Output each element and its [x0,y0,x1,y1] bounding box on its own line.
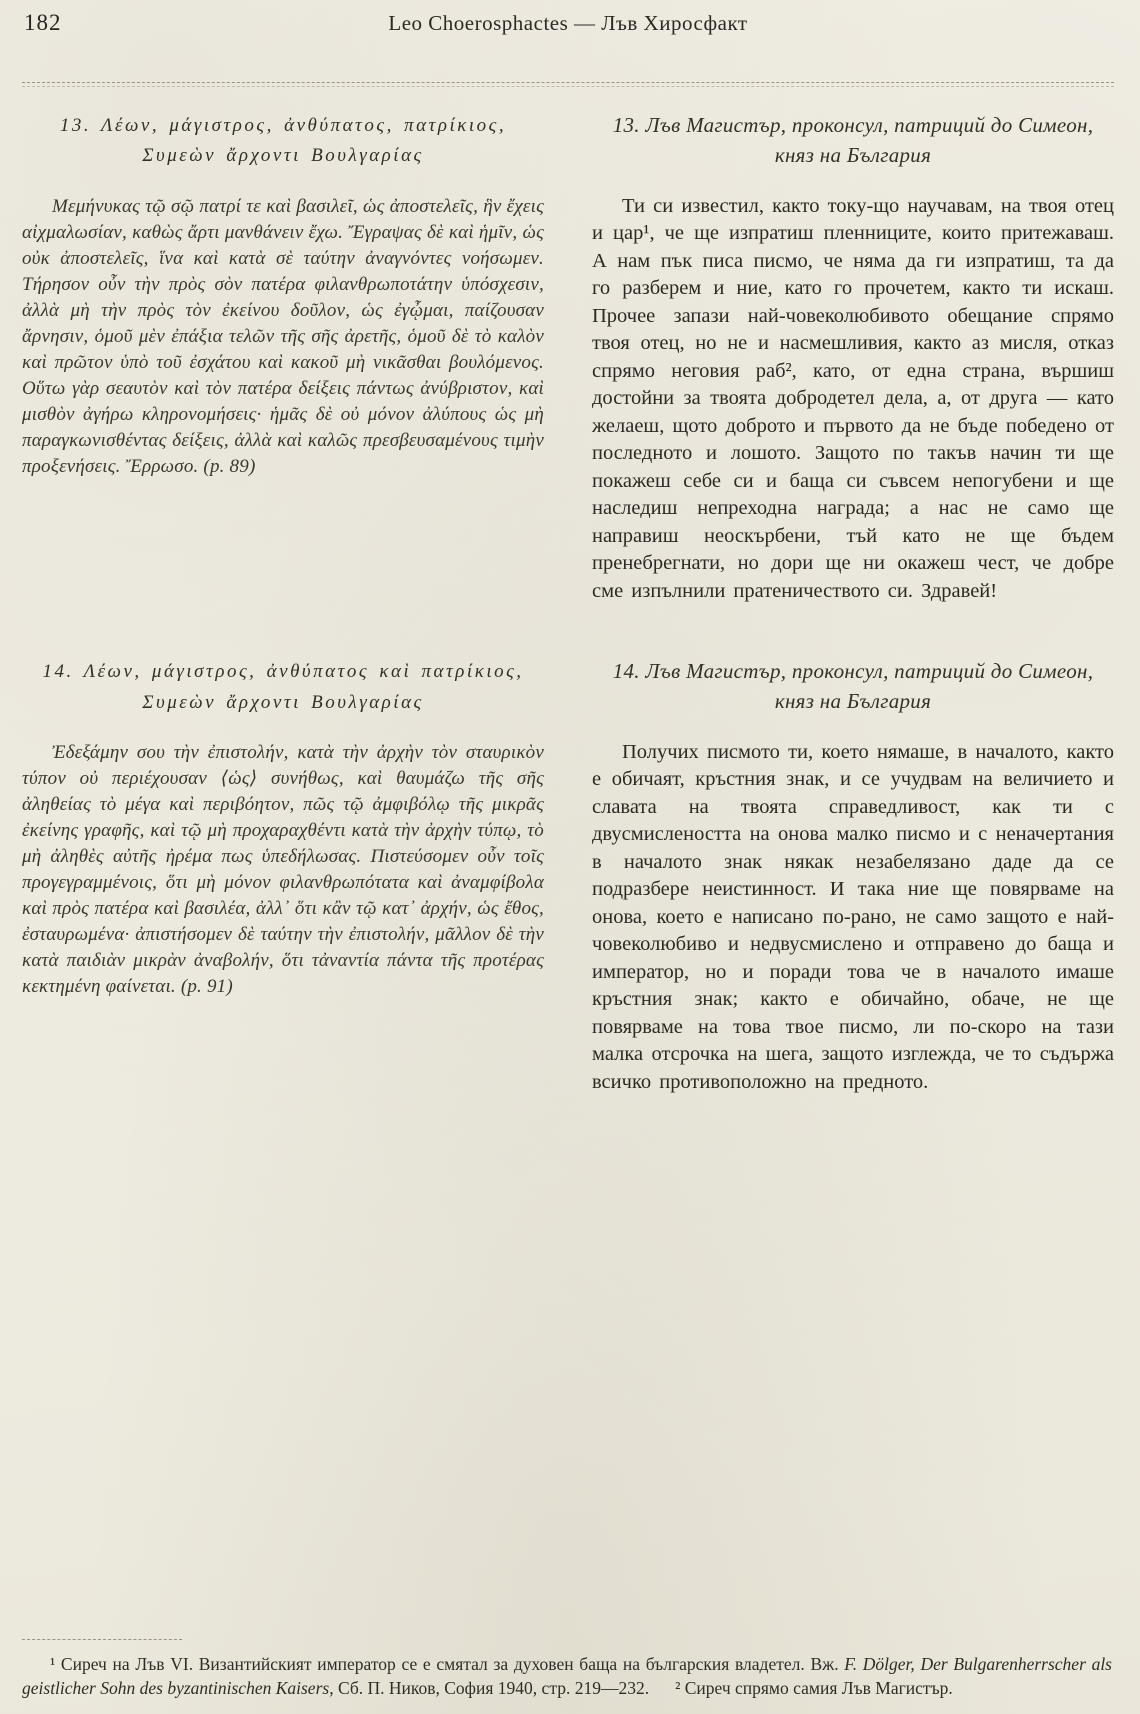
letter-13-greek-body: Μεμήνυκας τῷ σῷ πατρί τε καὶ βασιλεῖ, ὡς ἀποστελεῖς, ἣν ἔχεις αἰχμαλωσίαν, καθὼς ἄρτι μανθάνειν ἔχω. Ἔγραψας δὲ καὶ ἡμῖν, ὡς οὐκ ἀποστελεῖς, ἵνα καὶ κατὰ σὲ ταύτην ἀναγνόντες νοήσωμεν. Τήρησον οὖν τὴν πρὸς σὸν πατέρα φιλανθρωποτάτην ὑπόσχεσιν, ἀλλὰ μὴ τὴν πρὸς τὸν ἐκείνου δοῦλον, ὡς ἐγᾦμαι, παίζουσαν ἄρνησιν, ὁμοῦ μὲν ἐπάξια τελῶν τῆς σῆς ἀρετῆς, ὁμοῦ δὲ τὸ καλὸν καὶ πρῶτον ὑπὸ τοῦ ἐσχάτου καὶ κακοῦ μὴ νικᾶσθαι βουλόμενος. Οὕτω γὰρ σεαυτὸν καὶ τὸν πατέρα δείξεις πάντως ἀνύβριστον, καὶ μισθὸν ἀγήρω κληρονομήσεις· ἡμᾶς δὲ οὐ μόνον ἀλύπους ὡς μὴ παραγκωνισθέντας δείξεις, ἀλλὰ καὶ καλῶς πρεσβευσαμένους τιμὴν προξενήσεις. Ἔρρωσο. (p. 89) [22,195,544,477]
letter-14-greek-heading: 14. Λέων, μάγιστρος, ἀνθύπατος καὶ πατρίκιος, Συμεὼν ἄρχοντι Βουλγαρίας [42,661,524,713]
footnote-separator-rule [22,1639,182,1640]
header-rule [22,82,1114,83]
letter-14-bulgarian [592,657,1114,1096]
footnote-block [22,1652,1112,1700]
footnote-1-text: ¹ Сиреч на Лъв VI. Византийският император се е смятал за духовен баща на българския владетел. Вж. [50,1654,845,1674]
running-title: Leo Choerosphactes — Лъв Хиросфакт [388,11,748,35]
letter-14-bulgarian-heading: 14. Лъв Магистър, проконсул, патриций до Симеон, княз на България [612,659,1094,713]
page-number: 182 [24,10,62,35]
header-rule-secondary [22,86,1114,87]
letter-13-greek-heading: 13. Λέων, μάγιστρος, ἀνθύπατος, πατρίκιος, Συμεὼν ἄρχοντι Βουλγαρίας [59,115,507,167]
letter-14-greek [22,657,544,1096]
footnotes-section [22,1639,1112,1700]
page-header [22,8,1114,42]
letter-13-bulgarian-heading: 13. Лъв Магистър, проконсул, патриций до Симеон, княз на България [612,113,1094,167]
letter-13-bulgarian-body: Ти си известил, както току-що научавам, на твоя отец и цар¹, че ще изпратиш пленниците, които притежаваш. А нам пък писа писмо, че няма да ги изпратиш, та да го разберем и ние, като го прочетем, както ти искаш. Прочее запази най-човеколюбивото обещание спрямо твоя отец, но не и насмешливия, както аз мисля, отказ спрямо неговия раб², като, от една страна, вършиш достойни за твоята добродетел дела, а, от друга — като желаеш, щото доброто и първото да не бъде победено от последното и лошото. Защото по такъв начин ти ще покажеш себе си и баща си съвсем непогубени и ще наследиш непреходна награда; а нас не само ще направиш неоскърбени, тъй като не ще бъдем пренебрегнати, но дори ще ни окажеш чест, че добре сме изпълнили пратеничеството си. Здравей! [592,194,1114,602]
letters-grid [22,111,1114,1096]
letter-14-greek-body: Ἐδεξάμην σου τὴν ἐπιστολήν, κατὰ τὴν ἀρχὴν τὸν σταυρικὸν τύπον οὐ περιέχουσαν ⟨ὡς⟩ συνήθως, καὶ θαυμάζω τῆς σῆς ἀληθείας τὸ μέγα καὶ περιβόητον, πῶς τῷ ἀμφιβόλῳ τῆς μικρᾶς ἐκείνης γραφῆς, καὶ τῷ μὴ προχαραχθέντι κατὰ τὴν ἀρχὴν τύπῳ, τὸ μὴ ἀληθὲς αὐτῆς ἠρέμα πως ὑπεδήλωσας. Πιστεύσομεν οὖν τοῖς προγεγραμμένοις, ὅτι μὴ μόνον φιλανθρωπότατα καὶ ἀναμφίβολα καὶ πρὸς πατέρα καὶ βασιλέα, ἀλλ᾽ ὅτι κἂν τῷ κατ᾽ ἀρχήν, ὡς ἔθος, ἐσταυρωμένα· ἀπιστήσομεν δὲ ταύτην τὴν ἐπιστολήν, μᾶλλον δὲ τὴν κατὰ παιδιὰν μικρὰν ἀναβολήν, ὅτι τἀναντία πάντα τῆς προτέρας κεκτημένη φαίνεται. (p. 91) [22,741,544,997]
footnote-2-text: ² Сиреч спрямо самия Лъв Магистър. [675,1678,953,1698]
footnote-1-tail: Сб. П. Ников, София 1940, стр. 219—232. [333,1678,650,1698]
letter-14-bulgarian-body: Получих писмото ти, което нямаше, в началото, както е обичаят, кръстния знак, и се учудвам на величието и славата на твоята справедливост, как ти с двусмислеността на онова малко писмо и с неначертания в началото знак някак незабелязано даде да се подразбере неистинност. И така ние ще повярваме на онова, което е написано по-рано, не само защото е най-човеколюбиво и недвусмислено и отправено до баща и император, но и поради това че в началото имаше кръстния знак; както е обичайно, обаче, не ще повярваме на това твое писмо, ли по-скоро на тази малка отсрочка на шега, защото изглежда, че то съдържа всичко противоположно на предното. [592,740,1114,1093]
footnote-1-reference-italic: F. Dölger, Der Bulgarenherrscher als geistlicher Sohn des byzantinischen Kaisers, [22,1654,1112,1698]
letter-13-greek [22,111,544,605]
letter-13-bulgarian [592,111,1114,605]
